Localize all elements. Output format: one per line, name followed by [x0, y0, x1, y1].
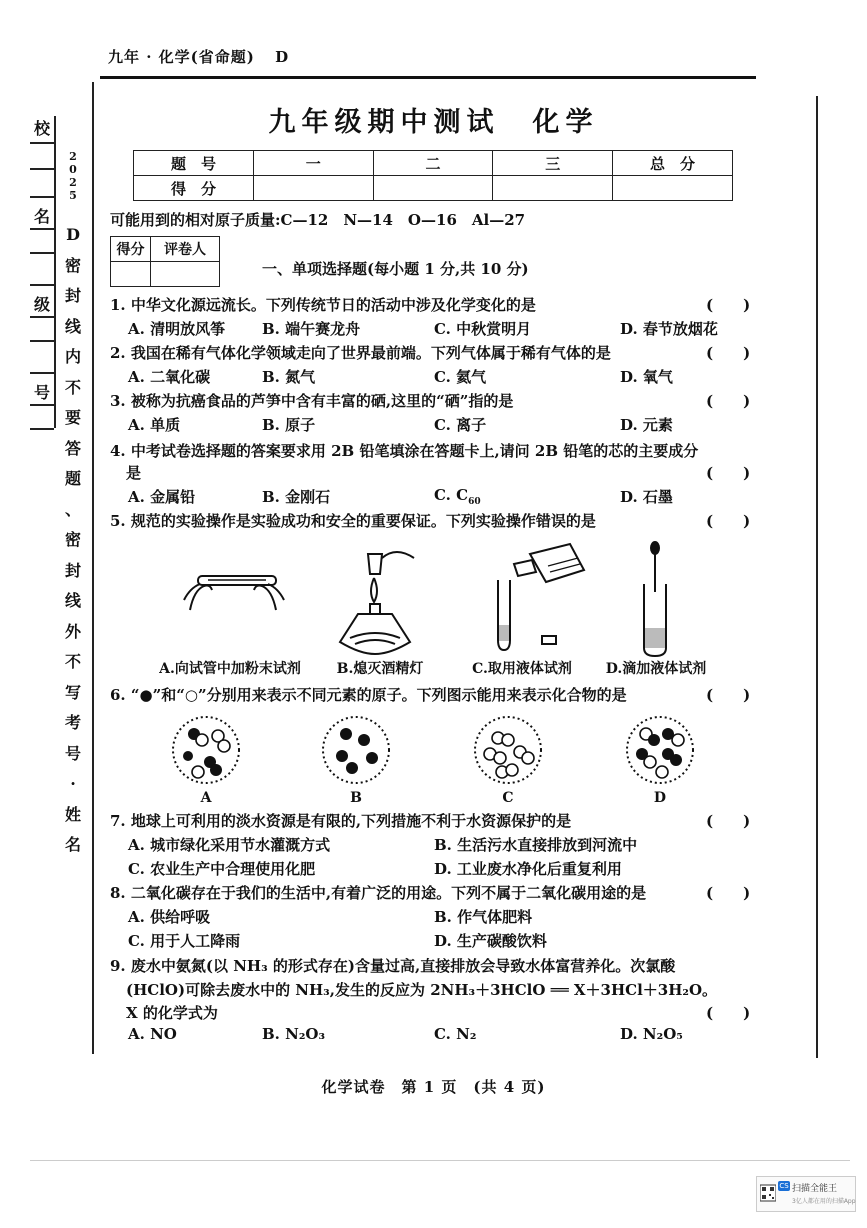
figure-caption-c: C.取用液体试剂	[472, 661, 572, 677]
camscanner-logo-icon: CS	[779, 1182, 789, 1190]
figure-caption-d: D.滴加液体试剂	[605, 661, 707, 677]
sidebar-box-name: 名	[33, 207, 50, 226]
grader-reviewer-label: 评卷人	[151, 237, 220, 262]
answer-paren[interactable]: ( )	[706, 464, 751, 482]
score-table-cell: 二	[373, 151, 493, 176]
option-d: D. N₂O₅	[620, 1025, 683, 1043]
sidebar-line	[30, 228, 54, 230]
particle-diagram-c	[472, 714, 544, 786]
watermark-subtitle: 3亿人都在用的扫描App	[792, 1198, 856, 1205]
diagram-label-a: A	[200, 790, 212, 806]
question-9-stem: 9. 废水中氨氮(以 NH₃ 的形式存在)含量过高,直接排放会导致水体富营养化。次氯酸	[110, 957, 676, 975]
answer-paren[interactable]: ( )	[706, 392, 751, 410]
sidebar-box-number: 号	[33, 383, 50, 402]
option-d: D. 工业废水净化后重复利用	[434, 860, 622, 878]
left-border-line	[92, 82, 94, 1054]
figure-caption-b: B.熄灭酒精灯	[336, 661, 424, 677]
lab-figure-a	[180, 560, 290, 620]
option-b: B. 端午赛龙舟	[262, 320, 361, 338]
question-4-stem: 4. 中考试卷选择题的答案要求用 2B 铅笔填涂在答题卡上,请问 2B 铅笔的芯的主要成分	[110, 442, 699, 460]
option-b: B. 作气体肥料	[434, 908, 533, 926]
sidebar-line	[30, 252, 54, 254]
option-b: B. 氮气	[262, 368, 316, 386]
right-border-line	[816, 96, 818, 1058]
score-table-cell: 一	[253, 151, 373, 176]
exam-header	[108, 46, 289, 67]
option-b: B. 原子	[262, 416, 316, 434]
particle-diagram-a	[170, 714, 242, 786]
sidebar-box-school: 校	[33, 119, 50, 138]
option-a: A. NO	[128, 1025, 177, 1043]
sidebar-year: 2 0 2 5	[69, 150, 77, 202]
diagram-label-b: B	[350, 790, 362, 806]
sidebar-box-border	[54, 116, 56, 428]
option-d: D. 生产碳酸饮料	[434, 932, 547, 950]
sidebar-seal-notice: D 密 封 线 内 不 要 答 题 、 密 封 线 外 不 写 考 号 · 姓 名	[64, 225, 81, 854]
option-c: C. 中秋赏明月	[434, 320, 532, 338]
figure-caption-a: A.向试管中加粉末试剂	[159, 661, 301, 677]
question-6-stem: 6. “●”和“○”分别用来表示不同元素的原子。下列图示能用来表示化合物的是	[110, 686, 627, 704]
score-table-cell: 题 号	[134, 151, 254, 176]
particle-diagram-b	[320, 714, 392, 786]
page-footer: 化学试卷 第 1 页 (共 4 页)	[321, 1078, 546, 1096]
option-b: B. 生活污水直接排放到河流中	[434, 836, 638, 854]
option-d: D. 元素	[620, 416, 673, 434]
diagram-label-c: C	[502, 790, 514, 806]
option-a: A. 城市绿化采用节水灌溉方式	[128, 836, 331, 854]
option-d: D. 春节放烟花	[620, 320, 718, 338]
answer-paren[interactable]: ( )	[706, 1004, 751, 1022]
question-5-stem: 5. 规范的实验操作是实验成功和安全的重要保证。下列实验操作错误的是	[110, 512, 596, 530]
sidebar-line	[30, 168, 54, 170]
option-a: A. 清明放风筝	[128, 320, 226, 338]
sidebar-line	[30, 340, 54, 342]
question-1-stem: 1. 中华文化源远流长。下列传统节日的活动中涉及化学变化的是	[110, 296, 536, 314]
score-entry-cell[interactable]	[253, 176, 373, 201]
question-9-stem-line2: (HClO)可除去废水中的 NH₃,发生的反应为 2NH₃＋3HClO ══ X＋3HCl＋3H₂O。	[126, 981, 718, 999]
header-rule	[100, 76, 756, 79]
sidebar-line	[30, 284, 54, 286]
footer-divider	[30, 1160, 850, 1161]
answer-paren[interactable]: ( )	[706, 344, 751, 362]
sidebar-line	[30, 372, 54, 374]
lab-figure-c	[490, 540, 590, 660]
answer-paren[interactable]: ( )	[706, 512, 751, 530]
exam-title: 九年级期中测试 化学	[268, 107, 599, 138]
score-label-cell: 得 分	[134, 176, 254, 201]
option-b: B. 金刚石	[262, 488, 331, 506]
option-d: D. 氧气	[620, 368, 673, 386]
score-table	[133, 150, 733, 201]
option-a: A. 二氧化碳	[128, 368, 211, 386]
exam-version: D	[275, 48, 290, 66]
score-entry-cell[interactable]	[613, 176, 733, 201]
score-table-header-row	[134, 151, 733, 176]
grader-table	[110, 236, 220, 287]
sidebar-line	[30, 196, 54, 198]
option-c: C. $C_{60}$	[434, 486, 481, 507]
option-a: A. 单质	[128, 416, 181, 434]
option-c: C. N₂	[434, 1025, 477, 1043]
option-d: D. 石墨	[620, 488, 673, 506]
sidebar-line	[30, 404, 54, 406]
option-c: C. 农业生产中合理使用化肥	[128, 860, 316, 878]
option-a: A. 金属铅	[128, 488, 196, 506]
grader-score-cell[interactable]	[111, 262, 151, 287]
score-entry-cell[interactable]	[373, 176, 493, 201]
option-b: B. N₂O₃	[262, 1025, 326, 1043]
lab-figure-d	[630, 540, 680, 660]
option-c: C. 氦气	[434, 368, 487, 386]
atomic-masses: 可能用到的相对原子质量:C—12 N—14 O—16 Al—27	[110, 211, 526, 229]
option-a: A. 供给呼吸	[128, 908, 211, 926]
answer-paren[interactable]: ( )	[706, 686, 751, 704]
question-9-stem-line3: X 的化学式为	[126, 1004, 218, 1022]
option-c: C. 离子	[434, 416, 487, 434]
question-2-stem: 2. 我国在稀有气体化学领域走向了世界最前端。下列气体属于稀有气体的是	[110, 344, 611, 362]
watermark-title: 扫描全能王	[792, 1184, 838, 1194]
score-table-cell: 总 分	[613, 151, 733, 176]
score-table-cell: 三	[493, 151, 613, 176]
grader-reviewer-cell[interactable]	[151, 262, 220, 287]
sidebar-line	[30, 428, 54, 430]
sidebar-box-class: 级	[33, 295, 50, 314]
section-title: 一、单项选择题(每小题 1 分,共 10 分)	[262, 260, 529, 278]
score-table-row	[134, 176, 733, 201]
lab-figure-b	[330, 544, 420, 659]
option-c: C. 用于人工降雨	[128, 932, 241, 950]
grader-score-label: 得分	[111, 237, 151, 262]
diagram-label-d: D	[653, 790, 667, 806]
exam-series: 九年 · 化学(省命题)	[108, 48, 255, 66]
answer-paren[interactable]: ( )	[706, 296, 751, 314]
score-entry-cell[interactable]	[493, 176, 613, 201]
question-8-stem: 8. 二氧化碳存在于我们的生活中,有着广泛的用途。下列不属于二氧化碳用途的是	[110, 884, 647, 902]
question-7-stem: 7. 地球上可利用的淡水资源是有限的,下列措施不利于水资源保护的是	[110, 812, 572, 830]
question-4-stem-cont: 是	[126, 464, 142, 482]
particle-diagram-d	[624, 714, 696, 786]
sidebar-line	[30, 316, 54, 318]
question-3-stem: 3. 被称为抗癌食品的芦笋中含有丰富的硒,这里的“硒”指的是	[110, 392, 514, 410]
qr-code-icon	[760, 1180, 776, 1206]
sidebar-line	[30, 142, 54, 144]
answer-paren[interactable]: ( )	[706, 884, 751, 902]
answer-paren[interactable]: ( )	[706, 812, 751, 830]
